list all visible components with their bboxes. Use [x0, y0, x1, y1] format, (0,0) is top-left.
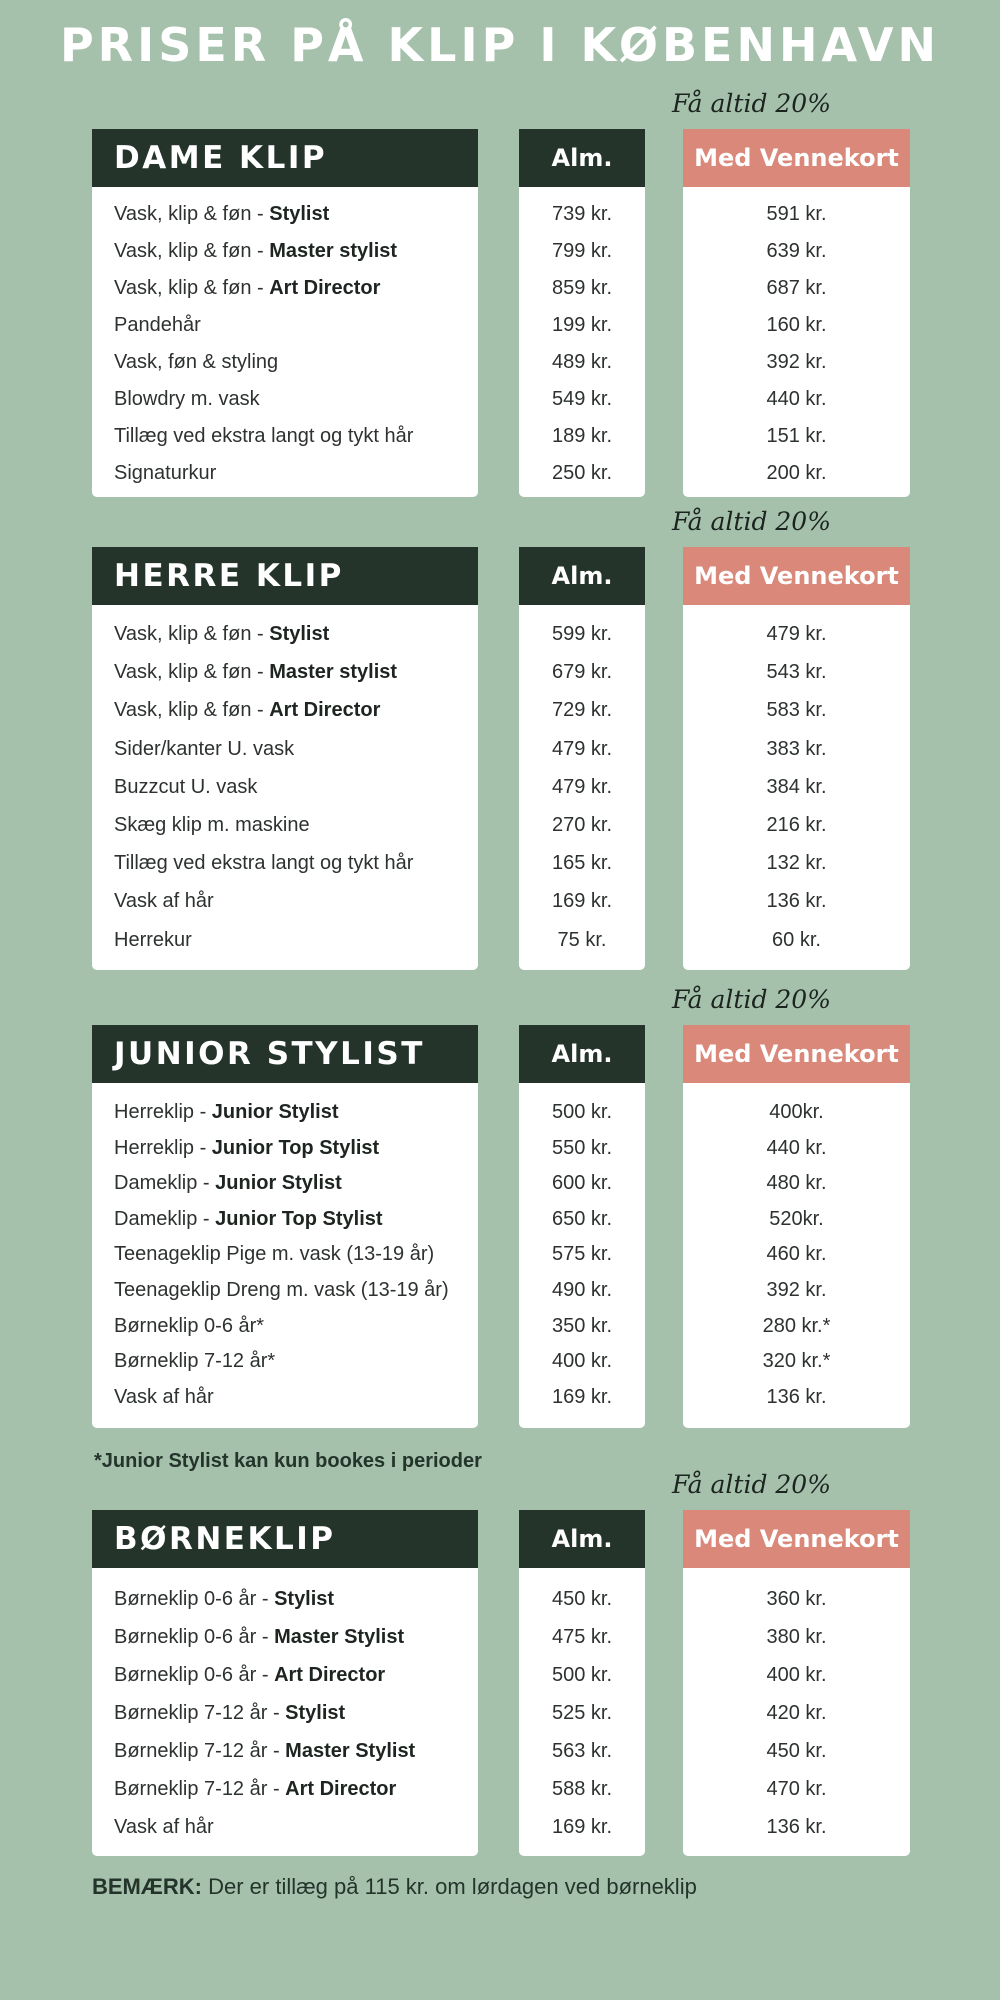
service-name — [114, 738, 294, 761]
section-header — [92, 985, 910, 1083]
service-label: Sider/kanter U. vask — [114, 737, 295, 760]
vennekort-price-panel — [683, 187, 910, 497]
service-name — [114, 1816, 214, 1839]
vennekort-price: 132 kr. — [766, 852, 827, 875]
alm-price-panel — [519, 1083, 645, 1428]
vennekort-price: 360 kr. — [766, 1588, 827, 1610]
page-title: PRISER PÅ KLIP I KØBENHAVN — [59, 18, 941, 72]
service-name — [114, 1626, 404, 1649]
alm-price: 165 kr. — [551, 852, 613, 875]
vennekort-price: 450 kr. — [766, 1740, 827, 1762]
service-level: Master stylist — [269, 661, 398, 684]
alm-price: 575 kr. — [551, 1243, 613, 1266]
alm-price: 859 kr. — [551, 277, 613, 299]
service-level: Junior Top Stylist — [215, 1207, 383, 1230]
vennekort-price: 380 kr. — [766, 1626, 827, 1648]
alm-price: 75 kr. — [557, 928, 607, 951]
alm-price: 169 kr. — [551, 1816, 613, 1838]
service-level: Master Stylist — [285, 1740, 416, 1762]
alm-price: 679 kr. — [551, 661, 613, 684]
service-label: Børneklip 0-6 år - — [114, 1588, 275, 1610]
service-name — [114, 661, 397, 684]
service-name — [114, 814, 310, 837]
vennekort-price: 392 kr. — [766, 1279, 827, 1301]
alm-price: 400 kr. — [551, 1350, 613, 1373]
vennekort-price: 400kr. — [769, 1101, 824, 1123]
alm-price: 169 kr. — [551, 1385, 613, 1408]
service-level: Art Director — [285, 1778, 397, 1800]
vennekort-price: 160 kr. — [766, 314, 827, 336]
service-name — [114, 203, 329, 226]
section-title: BØRNEKLIP — [92, 1510, 478, 1568]
vennekort-price: 480 kr. — [766, 1172, 827, 1195]
alm-price: 270 kr. — [551, 814, 613, 836]
service-label: Teenageklip Pige m. vask (13-19 år) — [114, 1243, 435, 1266]
service-level: Junior Stylist — [211, 1101, 339, 1123]
service-level: Master Stylist — [274, 1626, 405, 1648]
service-name — [114, 1279, 449, 1302]
vennekort-price: 60 kr. — [772, 928, 821, 951]
vennekort-price: 543 kr. — [766, 661, 827, 684]
vennekort-price: 280 kr.* — [762, 1314, 831, 1337]
vennekort-price: 687 kr. — [766, 277, 827, 299]
vennekort-price: 392 kr. — [766, 351, 827, 373]
alm-price-panel — [519, 605, 645, 970]
section-header — [92, 89, 910, 187]
bemaerk-label: BEMÆRK: — [92, 1874, 202, 1899]
service-name — [114, 1172, 342, 1195]
service-name — [114, 1208, 383, 1231]
vennekort-discount-note: Få altid 20% — [672, 89, 831, 118]
vennekort-price: 479 kr. — [766, 623, 827, 645]
service-label: Dameklip - — [114, 1207, 216, 1230]
section-title: DAME KLIP — [92, 129, 478, 187]
section-title: JUNIOR STYLIST — [92, 1025, 478, 1083]
service-label: Børneklip 7-12 år - — [114, 1702, 286, 1724]
service-name — [114, 1664, 385, 1687]
alm-column-header: Alm. — [519, 1025, 645, 1083]
service-label: Børneklip 7-12 år - — [114, 1778, 286, 1800]
service-name — [114, 623, 329, 646]
vennekort-price: 136 kr. — [766, 1385, 827, 1408]
service-name — [114, 425, 413, 448]
bemaerk-note — [92, 1874, 697, 1900]
section-title: HERRE KLIP — [92, 547, 478, 605]
vennekort-column-header: Med Vennekort — [683, 1510, 910, 1568]
alm-price: 650 kr. — [551, 1207, 613, 1230]
service-level: Junior Stylist — [215, 1172, 342, 1195]
service-name — [114, 1101, 339, 1124]
service-level: Art Director — [269, 277, 381, 299]
alm-price: 479 kr. — [551, 737, 613, 760]
vennekort-price: 384 kr. — [766, 775, 827, 798]
vennekort-price: 639 kr. — [766, 240, 827, 262]
service-label: Herreklip - — [114, 1101, 212, 1123]
vennekort-price: 440 kr. — [766, 1136, 827, 1159]
alm-column-header: Alm. — [519, 129, 645, 187]
service-label: Signaturkur — [114, 462, 217, 484]
service-name — [114, 1386, 214, 1409]
alm-price: 550 kr. — [551, 1136, 613, 1159]
service-name — [114, 1778, 396, 1801]
service-label: Skæg klip m. maskine — [114, 814, 310, 836]
service-level: Master stylist — [269, 240, 398, 262]
alm-column-header: Alm. — [519, 1510, 645, 1568]
service-name — [114, 462, 216, 485]
vennekort-price: 520kr. — [769, 1207, 824, 1230]
service-name — [114, 1702, 345, 1725]
item-name-panel — [92, 187, 478, 497]
service-name — [114, 890, 214, 913]
service-name — [114, 240, 397, 263]
alm-price: 525 kr. — [551, 1702, 613, 1724]
vennekort-price: 583 kr. — [766, 699, 827, 722]
alm-price-panel — [519, 1568, 645, 1856]
service-level: Stylist — [285, 1702, 346, 1724]
alm-price: 500 kr. — [551, 1101, 613, 1123]
section-header — [92, 507, 910, 605]
alm-price: 563 kr. — [551, 1740, 613, 1762]
service-label: Vask af hår — [114, 1385, 214, 1408]
alm-price: 599 kr. — [551, 623, 613, 645]
item-name-panel — [92, 1568, 478, 1856]
service-label: Børneklip 0-6 år* — [114, 1314, 265, 1337]
vennekort-price: 460 kr. — [766, 1243, 827, 1266]
service-label: Dameklip - — [114, 1172, 216, 1195]
vennekort-column-header: Med Vennekort — [683, 1025, 910, 1083]
item-name-panel — [92, 1083, 478, 1428]
service-name — [114, 852, 413, 875]
alm-price: 350 kr. — [551, 1314, 613, 1337]
service-name — [114, 1243, 434, 1266]
vennekort-price: 420 kr. — [766, 1702, 827, 1724]
vennekort-column-header: Med Vennekort — [683, 547, 910, 605]
alm-price-panel — [519, 187, 645, 497]
vennekort-column-header: Med Vennekort — [683, 129, 910, 187]
service-name — [114, 929, 192, 952]
service-label: Børneklip 0-6 år - — [114, 1626, 275, 1648]
service-name — [114, 699, 380, 722]
service-name — [114, 277, 380, 300]
service-label: Buzzcut U. vask — [114, 775, 258, 798]
service-label: Vask, klip & føn - — [114, 661, 270, 684]
junior-footnote: *Junior Stylist kan kun bookes i perioder — [94, 1450, 482, 1472]
vennekort-price: 216 kr. — [766, 814, 827, 836]
service-level: Art Director — [274, 1664, 386, 1686]
service-label: Børneklip 7-12 år - — [114, 1740, 286, 1762]
alm-price: 799 kr. — [551, 240, 613, 262]
alm-price: 189 kr. — [551, 425, 613, 447]
service-name — [114, 314, 201, 337]
alm-price: 588 kr. — [551, 1778, 613, 1800]
item-name-panel — [92, 605, 478, 970]
service-level: Stylist — [269, 203, 330, 225]
service-label: Børneklip 7-12 år* — [114, 1350, 276, 1373]
vennekort-price: 383 kr. — [766, 737, 827, 760]
alm-price: 489 kr. — [551, 351, 613, 373]
alm-price: 729 kr. — [551, 699, 613, 722]
service-label: Børneklip 0-6 år - — [114, 1664, 275, 1686]
vennekort-price: 320 kr.* — [762, 1350, 831, 1373]
alm-price: 250 kr. — [551, 462, 613, 484]
vennekort-discount-note: Få altid 20% — [672, 985, 831, 1014]
alm-price: 199 kr. — [551, 314, 613, 336]
service-name — [114, 1350, 275, 1373]
vennekort-discount-note: Få altid 20% — [672, 507, 831, 536]
service-name — [114, 1137, 379, 1160]
vennekort-price-panel — [683, 1083, 910, 1428]
vennekort-price: 470 kr. — [766, 1778, 827, 1800]
service-label: Vask, klip & føn - — [114, 277, 270, 299]
vennekort-discount-note: Få altid 20% — [672, 1470, 831, 1499]
service-level: Junior Top Stylist — [211, 1136, 380, 1159]
service-label: Vask af hår — [114, 1816, 214, 1838]
service-label: Pandehår — [114, 314, 201, 336]
alm-price: 479 kr. — [551, 775, 613, 798]
vennekort-price: 136 kr. — [766, 1816, 827, 1838]
alm-price: 450 kr. — [551, 1588, 613, 1610]
service-label: Vask, klip & føn - — [114, 240, 270, 262]
service-name — [114, 351, 278, 374]
service-level: Art Director — [269, 699, 381, 722]
vennekort-price: 151 kr. — [766, 425, 827, 447]
vennekort-price: 591 kr. — [766, 203, 827, 225]
alm-column-header: Alm. — [519, 547, 645, 605]
service-label: Blowdry m. vask — [114, 388, 260, 410]
service-name — [114, 776, 257, 799]
vennekort-price: 136 kr. — [766, 890, 827, 913]
alm-price: 739 kr. — [551, 203, 613, 225]
alm-price: 169 kr. — [551, 890, 613, 913]
service-label: Vask, klip & føn - — [114, 623, 270, 645]
service-level: Stylist — [274, 1588, 335, 1610]
bemaerk-text: Der er tillæg på 115 kr. om lørdagen ved børneklip — [202, 1874, 697, 1899]
service-label: Herreklip - — [114, 1136, 212, 1159]
service-label: Teenageklip Dreng m. vask (13-19 år) — [114, 1279, 449, 1301]
vennekort-price: 200 kr. — [766, 462, 827, 484]
service-label: Tillæg ved ekstra langt og tykt hår — [114, 425, 414, 447]
service-level: Stylist — [269, 623, 330, 645]
service-label: Herrekur — [114, 928, 192, 951]
vennekort-price: 400 kr. — [766, 1664, 827, 1686]
service-label: Tillæg ved ekstra langt og tykt hår — [114, 852, 414, 875]
vennekort-price-panel — [683, 1568, 910, 1856]
service-name — [114, 1740, 415, 1763]
alm-price: 475 kr. — [551, 1626, 613, 1648]
alm-price: 500 kr. — [551, 1664, 613, 1686]
vennekort-price-panel — [683, 605, 910, 970]
alm-price: 549 kr. — [551, 388, 613, 410]
service-name — [114, 1315, 264, 1338]
alm-price: 490 kr. — [551, 1279, 613, 1301]
service-label: Vask, klip & føn - — [114, 699, 270, 722]
service-name — [114, 1588, 334, 1611]
service-name — [114, 388, 260, 411]
service-label: Vask, klip & føn - — [114, 203, 270, 225]
alm-price: 600 kr. — [551, 1172, 613, 1195]
section-header — [92, 1470, 910, 1568]
vennekort-price: 440 kr. — [766, 388, 827, 410]
service-label: Vask, føn & styling — [114, 351, 279, 373]
service-label: Vask af hår — [114, 890, 214, 913]
